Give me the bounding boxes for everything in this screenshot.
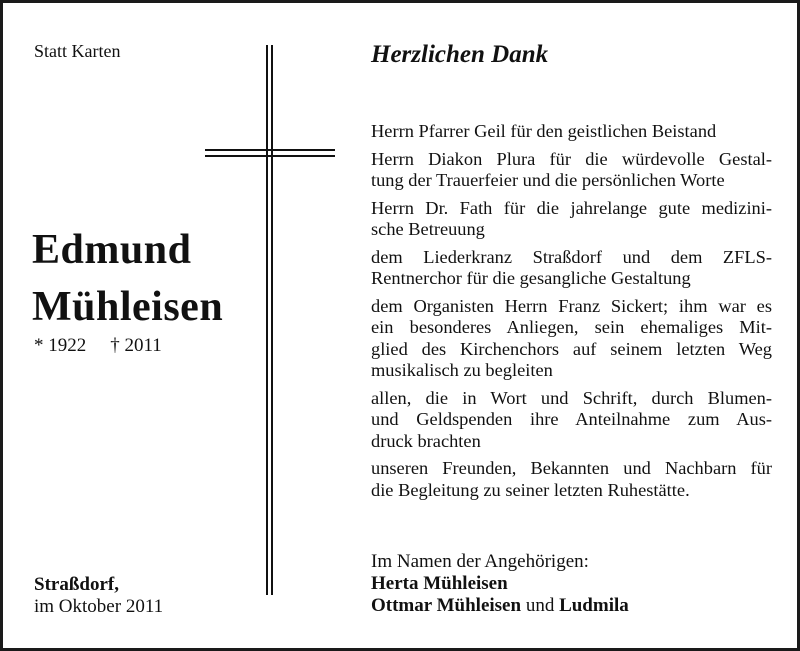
cross-horizontal-line bbox=[205, 155, 335, 157]
signature-name-ludmila: Ludmila bbox=[559, 595, 629, 616]
thanks-line: Herrn Pfarrer Geil für den geistlichen Beistand bbox=[371, 121, 717, 141]
signature-name-herta: Herta Mühleisen bbox=[371, 573, 508, 594]
cross-vertical-line bbox=[271, 45, 273, 595]
thanks-line: und Geldspenden ihre Anteilnahme zum Aus- bbox=[371, 409, 772, 429]
thanks-heading: Herzlichen Dank bbox=[371, 41, 549, 68]
cross-vertical-line bbox=[266, 45, 268, 595]
thanks-paragraph bbox=[371, 388, 772, 453]
thanks-paragraph bbox=[371, 121, 772, 143]
thanks-line: Herrn Dr. Fath für die jahrelange gute medizini- bbox=[371, 197, 772, 218]
thanks-line: ein besonderes Anliegen, sein ehemaliges Mit- bbox=[371, 317, 772, 337]
life-dates bbox=[34, 335, 162, 357]
thanks-line: Rentnerchor für die gesangliche Gestaltung bbox=[371, 268, 691, 288]
thanks-line: allen, die in Wort und Schrift, durch Blumen- bbox=[371, 387, 772, 408]
thanks-line: glied des Kirchenchors auf seinem letzten Weg bbox=[371, 338, 772, 359]
thanks-line: die Begleitung zu seiner letzten Ruhestätte. bbox=[371, 479, 690, 500]
signature-names-line bbox=[371, 595, 629, 617]
thanks-line: dem Organisten Herrn Franz Sickert; ihm war es bbox=[371, 295, 772, 316]
thanks-line: sche Betreuung bbox=[371, 219, 485, 239]
signature-connector: und bbox=[525, 595, 555, 616]
signature-name-ottmar: Ottmar Mühleisen bbox=[371, 595, 522, 616]
thanks-line: musikalisch zu begleiten bbox=[371, 360, 553, 380]
notice-date: im Oktober 2011 bbox=[34, 596, 164, 617]
thanks-paragraph bbox=[371, 149, 772, 192]
death-year: † 2011 bbox=[110, 335, 162, 356]
thanks-line: dem Liederkranz Straßdorf und dem ZFLS- bbox=[371, 246, 772, 267]
deceased-last-name: Mühleisen bbox=[32, 284, 224, 330]
thanks-line: tung der Trauerfeier und die persönlichen Worte bbox=[371, 170, 725, 190]
signature-block bbox=[371, 551, 629, 617]
thanks-paragraph bbox=[371, 458, 772, 501]
place-name: Straßdorf, bbox=[34, 574, 119, 595]
deceased-first-name: Edmund bbox=[32, 227, 192, 273]
thanks-line: druck brachten bbox=[371, 430, 481, 451]
thanks-line: unseren Freunden, Bekannten und Nachbarn für bbox=[371, 458, 772, 478]
thanks-paragraph bbox=[371, 198, 772, 241]
cross-horizontal-line bbox=[205, 149, 335, 151]
thanks-paragraph bbox=[371, 296, 772, 382]
thanks-paragraph bbox=[371, 247, 772, 290]
thanks-paragraphs bbox=[371, 121, 772, 507]
birth-year: * 1922 bbox=[34, 335, 87, 356]
statt-karten-label: Statt Karten bbox=[34, 41, 121, 61]
signature-intro: Im Namen der Angehörigen: bbox=[371, 551, 589, 572]
thanks-line: Herrn Diakon Plura für die würdevolle Gestal- bbox=[371, 148, 772, 169]
